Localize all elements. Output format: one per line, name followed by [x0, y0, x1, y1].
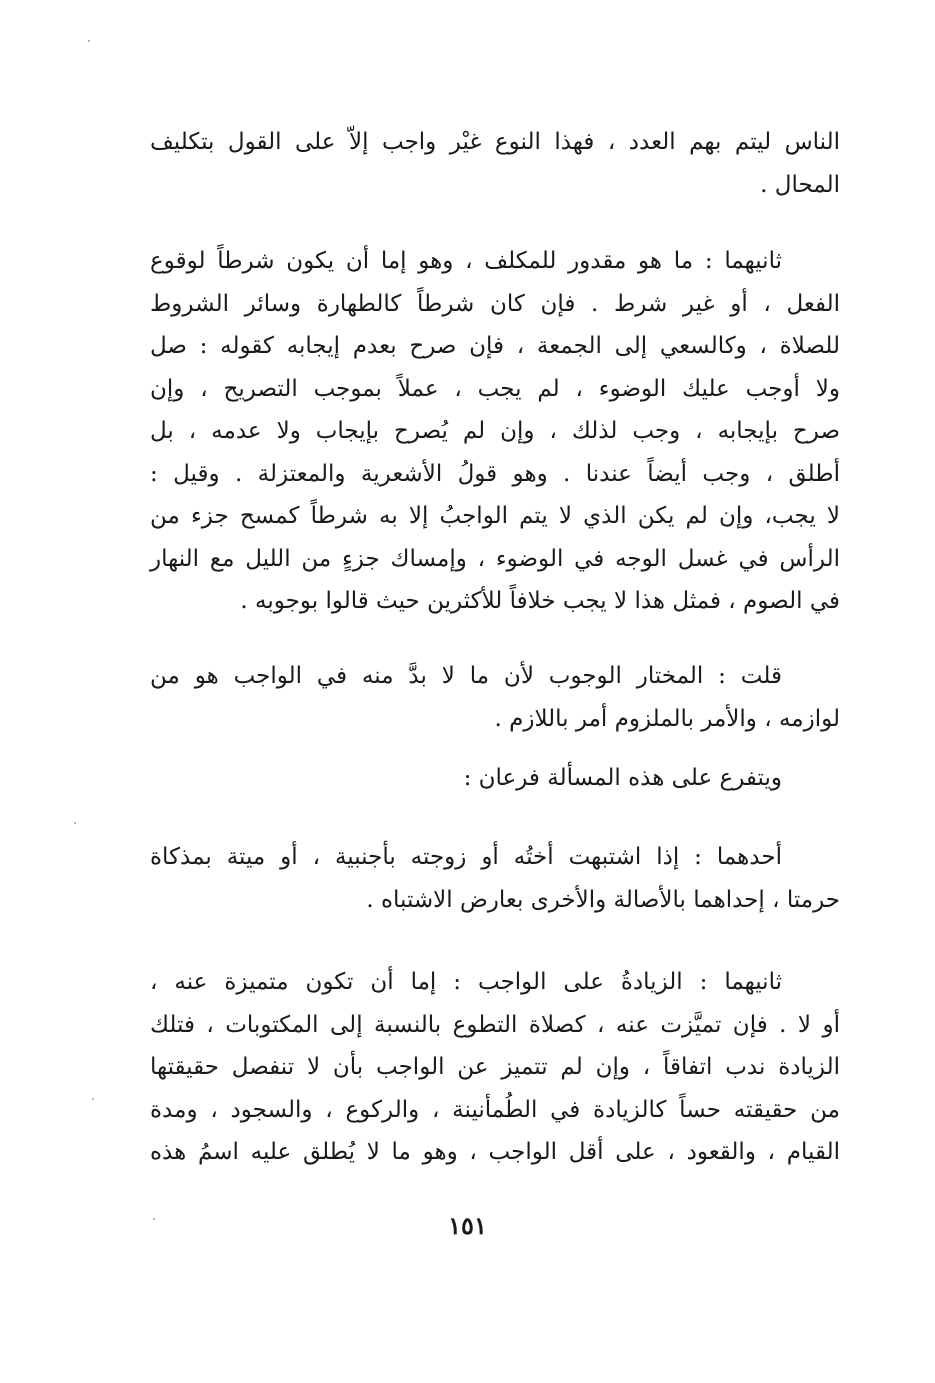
text-line: ثانيهما : ما هو مقدور للمكلف ، وهو إما أن يكون شرطاً لوقوع — [150, 248, 782, 274]
paragraph-second-type — [150, 240, 840, 623]
paragraph-first-branch — [150, 836, 840, 921]
paragraph-continuation — [150, 121, 840, 206]
paragraph-second-branch — [150, 961, 840, 1174]
text-line: صرح بإيجابه ، وجب لذلك ، وإن لم يُصرح بإيجاب ولا عدمه ، بل — [150, 418, 840, 444]
text-line: قلت : المختار الوجوب لأن ما لا بدَّ منه في الواجب هو من — [150, 663, 782, 689]
text-line: القيام ، والقعود ، على أقل الواجب ، وهو ما لا يُطلق عليه اسمُ هذه — [150, 1139, 840, 1165]
text-line: لا يجب، وإن لم يكن الذي لا يتم الواجبُ إلا به شرطاً كمسح جزء من — [150, 503, 840, 529]
text-line: ولا أوجب عليك الوضوء ، لم يجب ، عملاً بموجب التصريح ، وإن — [150, 375, 840, 402]
text-line: الفعل ، أو غير شرط . فإن كان شرطاً كالطهارة وسائر الشروط — [150, 290, 840, 317]
text-line: في الصوم ، فمثل هذا لا يجب خلافاً للأكثرين حيث قالوا بوجوبه . — [240, 588, 840, 614]
text-line: أطلق ، وجب أيضاً عندنا . وهو قولُ الأشعرية والمعتزلة . وقيل : — [150, 460, 840, 487]
text-line: للصلاة ، وكالسعي إلى الجمعة ، فإن صرح بعدم إيجابه كقوله : صل — [150, 333, 840, 359]
text-line: الناس ليتم بهم العدد ، فهذا النوع غيْر واجب إلاّ على القول بتكليف — [150, 129, 840, 155]
text-line: لوازمه ، والأمر بالملزوم أمر باللازم . — [494, 705, 840, 732]
text-line: أو لا . فإن تميَّزت عنه ، كصلاة التطوع بالنسبة إلى المكتوبات ، فتلك — [150, 1011, 840, 1038]
text-line: ويتفرع على هذه المسألة فرعان : — [463, 765, 782, 791]
page-number: ١٥١ — [448, 1211, 487, 1240]
paragraph-branches-intro — [150, 757, 840, 800]
text-line: أحدهما : إذا اشتبهت أختُه أو زوجته بأجنبية ، أو ميتة بمذكاة — [150, 844, 782, 870]
text-line: ثانيهما : الزيادةُ على الواجب : إما أن تكون متميزة عنه ، — [150, 969, 782, 995]
scan-speck — [153, 1218, 155, 1220]
scan-speck — [74, 822, 76, 824]
text-line: المحال . — [760, 171, 840, 198]
text-line: من حقيقته حساً كالزيادة في الطُمأنينة ، والركوع ، والسجود ، ومدة — [150, 1096, 840, 1123]
scan-speck — [92, 1098, 94, 1100]
text-line: الزيادة ندب اتفاقاً ، وإن لم تتميز عن الواجب بأن لا تنفصل حقيقتها — [150, 1054, 840, 1080]
text-line: الرأس في غسل الوجه في الوضوء ، وإمساك جزءٍ من الليل مع النهار — [150, 545, 840, 572]
scan-speck — [88, 40, 90, 42]
paragraph-opinion — [150, 655, 840, 740]
text-line: حرمتا ، إحداهما بالأصالة والأخرى بعارض الاشتباه . — [366, 886, 840, 913]
